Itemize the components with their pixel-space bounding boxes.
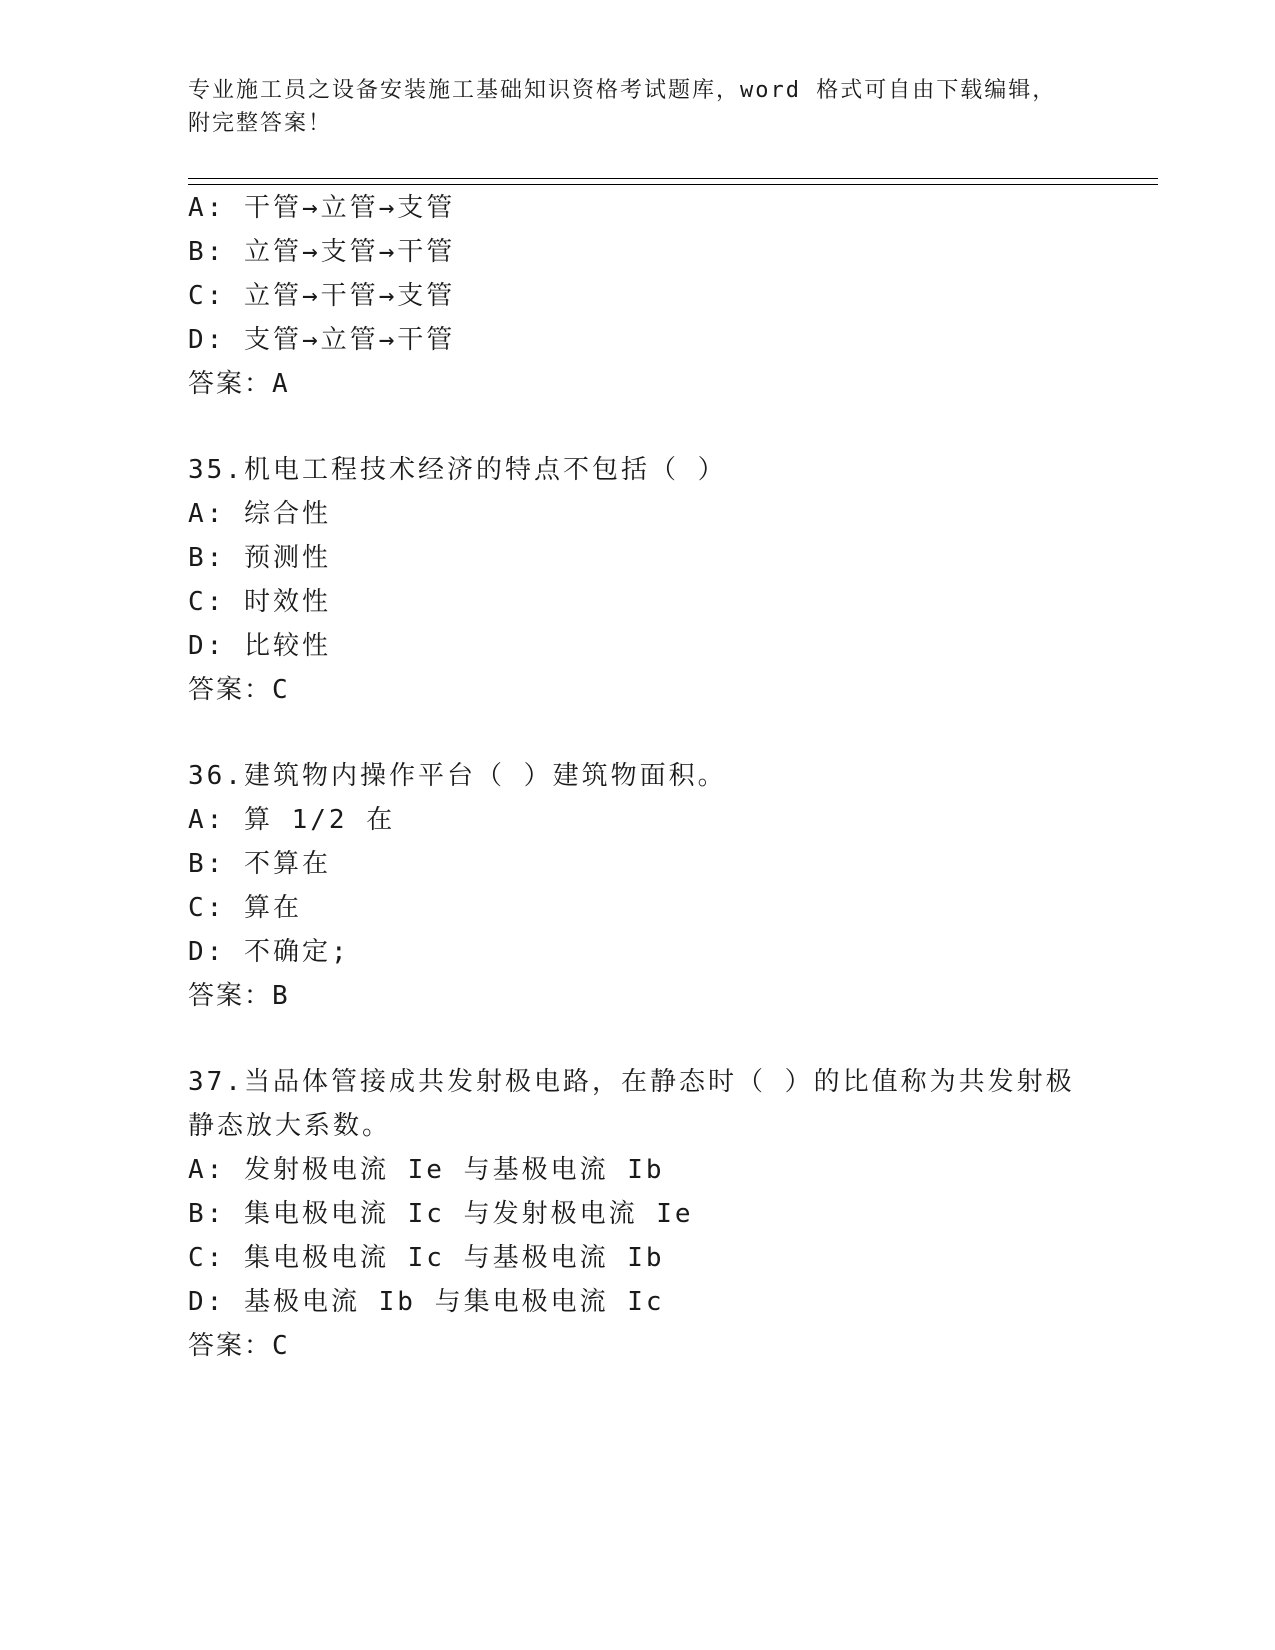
q35-stem: 35.机电工程技术经济的特点不包括（ ） [188,455,727,485]
q35-option-c: C: 时效性 [188,587,331,617]
q34-option-c: C: 立管→干管→支管 [188,281,456,311]
q37-option-c: C: 集电极电流 Ic 与基极电流 Ib [188,1243,665,1273]
q36-stem: 36.建筑物内操作平台（ ）建筑物面积。 [188,761,727,791]
q37-option-a: A: 发射极电流 Ie 与基极电流 Ib [188,1155,665,1185]
q34-option-a: A: 干管→立管→支管 [188,193,456,223]
document-header: 专业施工员之设备安装施工基础知识资格考试题库，word 格式可自由下载编辑， 附完整答案！ [188,78,1057,136]
q37-stem-line2: 静态放大系数。 [188,1111,392,1141]
q37-option-d: D: 基极电流 Ib 与集电极电流 Ic [188,1287,665,1317]
header-divider-bottom [188,184,1158,185]
header-divider-top [188,178,1158,179]
q35-option-d: D: 比较性 [188,631,331,661]
q36-option-d: D: 不确定; [188,937,350,967]
q34-option-b: B: 立管→支管→干管 [188,237,456,267]
q36-answer: 答案：B [188,981,290,1011]
q35-answer: 答案：C [188,675,290,705]
q35-option-a: A: 综合性 [188,499,331,529]
q37-answer: 答案：C [188,1331,290,1361]
q36-option-c: C: 算在 [188,893,302,923]
q37-stem-line1: 37.当品体管接成共发射极电路，在静态时（ ）的比值称为共发射极 [188,1067,1075,1097]
q36-option-a: A: 算 1/2 在 [188,805,396,835]
q34-option-d: D: 支管→立管→干管 [188,325,456,355]
q37-option-b: B: 集电极电流 Ic 与发射极电流 Ie [188,1199,694,1229]
q35-option-b: B: 预测性 [188,543,331,573]
q36-option-b: B: 不算在 [188,849,331,879]
q34-answer: 答案：A [188,369,290,399]
